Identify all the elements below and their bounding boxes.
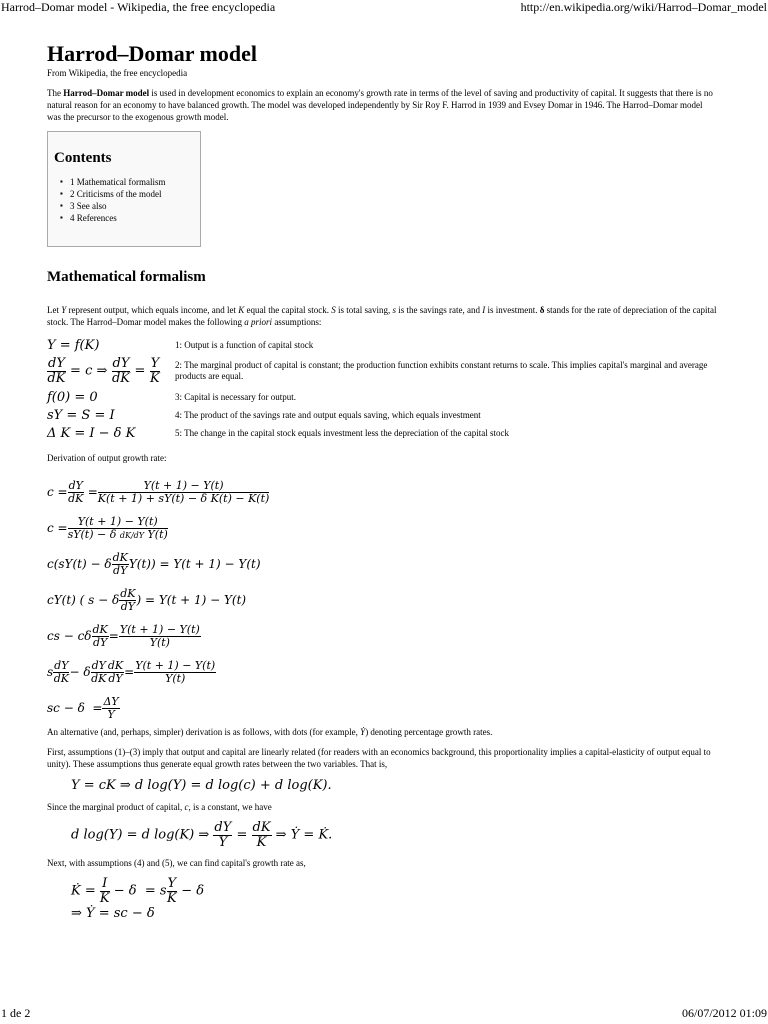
var-k: K <box>238 305 245 315</box>
print-datetime: 06/07/2012 01:09 <box>681 1006 767 1020</box>
assumption-formula: $\frac{dY}{dK}$ = c ⇒ $\frac{dY}{dK}$ = $\frac{Y}{K}$ <box>47 355 160 386</box>
t: assumptions: <box>272 317 322 327</box>
var-delta: δ <box>539 305 545 315</box>
equation-linear: Y = cK ⇒ d log(Y) = d log(c) + d log(K). <box>71 778 332 793</box>
assumption-formula: sY = S = I <box>47 407 115 423</box>
equation-growth-equal: d log(Y) = d log(K) ⇒ $\frac{dY}{Y}$ = $\frac{dK}{K}$ ⇒ Ẏ = K̇. <box>71 820 333 850</box>
toc-list <box>70 176 165 224</box>
assumption-formula: f(0) = 0 <box>47 389 98 405</box>
assumption-text: 2: The marginal product of capital is constant; the production function exhibits constant returns to scale. This implies capital's marginal and average products are equal. <box>175 360 708 381</box>
equation-capital-growth: K̇ = $\frac{I}{K}$ − δ = s $\frac{Y}{K}$ − δ ⇒ Ẏ = sc − δ <box>71 876 205 921</box>
print-header <box>0 0 768 16</box>
t: Let <box>47 305 62 315</box>
t: is total saving, <box>335 305 393 315</box>
since-text <box>47 801 717 813</box>
assumption-text: 4: The product of the savings rate and output equals saving, which equals investment <box>175 409 481 420</box>
t: stands for the rate of depreciation of the capital stock. The Harrod–Domar model makes the following <box>47 305 717 327</box>
var-s-total: S <box>331 305 336 315</box>
t: , is a constant, we have <box>188 802 272 812</box>
t: Since the marginal product of capital, <box>47 802 185 812</box>
intro-paragraph <box>47 87 717 123</box>
derivation-equations <box>47 474 717 726</box>
assumption-row <box>47 336 717 354</box>
t: is the savings rate, and <box>395 305 483 315</box>
assumption-text: 3: Capital is necessary for output. <box>175 391 296 402</box>
toc-item-references[interactable]: ▪ 4 References <box>70 212 165 224</box>
derivation-step: c = $\frac{Y(t + 1) - Y(t)}{\text{sY(t) − δ dK/dY Y(t)}}$ <box>47 514 168 541</box>
derivation-label: Derivation of output growth rate: <box>47 453 167 463</box>
derivation-step: s $\frac{dY}{dK}$ − δ $\frac{dY}{dK}$ $\frac{dK}{dY}$ = $\frac{Y(t + 1) - Y(t)}{Y(t)}$ <box>47 658 216 685</box>
derivation-step: c = $\frac{dY}{dK}$ = $\frac{Y(t + 1) - Y(t)}{\text{K(t + 1) + sY(t) − δ K(t) − K(t)}}$ <box>47 478 270 505</box>
var-s-rate: s <box>392 305 396 315</box>
section-title: Mathematical formalism <box>47 269 206 285</box>
intro-post: is used in development economics to explain an economy's growth rate in terms of the level of saving and productivity of capital. It suggests that there is no natural reason for an economy to have balanced growth. The model was developed independently by Sir Roy F. Harrod in 1939 and Evsey Domar in 1946. The Harrod–Domar model was the precursor to the exogenous growth model. <box>47 88 713 122</box>
article-body <box>47 40 717 929</box>
assumptions-table <box>47 336 717 442</box>
alternative-derivation-text: An alternative (and, perhaps, simpler) derivation is as follows, with dots (for example, Ẏ) denoting percentage growth rates. <box>47 727 493 737</box>
first-assumptions-text: First, assumptions (1)–(3) imply that output and capital are linearly related (for readers with an economics background, this proportionality implies a capital-elasticity of output equal to unity). These assumptions thus generate equal growth rates between the two variables. That is, <box>47 747 711 769</box>
var-i: I <box>482 305 486 315</box>
intro-pre: The <box>47 88 64 98</box>
formalism-paragraph <box>47 304 717 328</box>
t: ) denoting percentage growth rates. <box>365 727 493 737</box>
assumption-row <box>47 424 717 442</box>
page-title: Harrod–Domar model <box>47 41 257 66</box>
t: represent output, which equals income, and let <box>66 305 239 315</box>
t: equal the capital stock. <box>244 305 332 315</box>
var-y: Y <box>61 305 67 315</box>
print-header-url: http://en.wikipedia.org/wiki/Harrod–Domar_model <box>520 0 767 14</box>
toc-item-criticisms[interactable]: ▪ 2 Criticisms of the model <box>70 188 165 200</box>
assumption-formula: Y = f(K) <box>47 337 100 353</box>
assumption-text: 5: The change in the capital stock equals investment less the depreciation of the capital stock <box>175 427 509 438</box>
t: is investment. <box>485 305 540 315</box>
table-of-contents <box>47 131 201 247</box>
assumption-row <box>47 406 717 424</box>
next-text: Next, with assumptions (4) and (5), we can find capital's growth rate as, <box>47 858 306 869</box>
derivation-step: cs − cδ $\frac{dK}{dY}$ = $\frac{Y(t + 1) - Y(t)}{Y(t)}$ <box>47 622 200 649</box>
print-header-title: Harrod–Domar model - Wikipedia, the free encyclopedia <box>1 0 276 14</box>
derivation-step: c(sY(t) − δ $\frac{dK}{dY}$ Y(t)) = Y(t + 1) − Y(t) <box>47 550 261 577</box>
assumption-formula: Δ K = I − δ K <box>47 425 136 441</box>
derivation-step: cY(t) ( s − δ $\frac{dK}{dY}$ ) = Y(t + 1) − Y(t) <box>47 586 247 613</box>
assumption-row <box>47 354 717 388</box>
var-c: c <box>184 802 189 812</box>
assumption-text: 1: Output is a function of capital stock <box>175 339 314 350</box>
toc-item-mathematical-formalism[interactable]: ▪ 1 Mathematical formalism <box>70 176 165 188</box>
toc-title: Contents <box>54 150 112 166</box>
intro-bold: Harrod–Domar model <box>63 88 150 98</box>
toc-item-see-also[interactable]: ▪ 3 See also <box>70 200 165 212</box>
t: An alternative (and, perhaps, simpler) derivation is as follows, with dots (for example, <box>47 727 361 737</box>
page-number: 1 de 2 <box>1 1006 31 1020</box>
from-wikipedia: From Wikipedia, the free encyclopedia <box>47 68 188 78</box>
print-footer <box>0 1006 768 1022</box>
assumption-row <box>47 388 717 406</box>
derivation-step: sc − δ = $\frac{\Delta Y}{Y}$ <box>47 694 119 721</box>
a-priori: a priori <box>244 317 273 327</box>
